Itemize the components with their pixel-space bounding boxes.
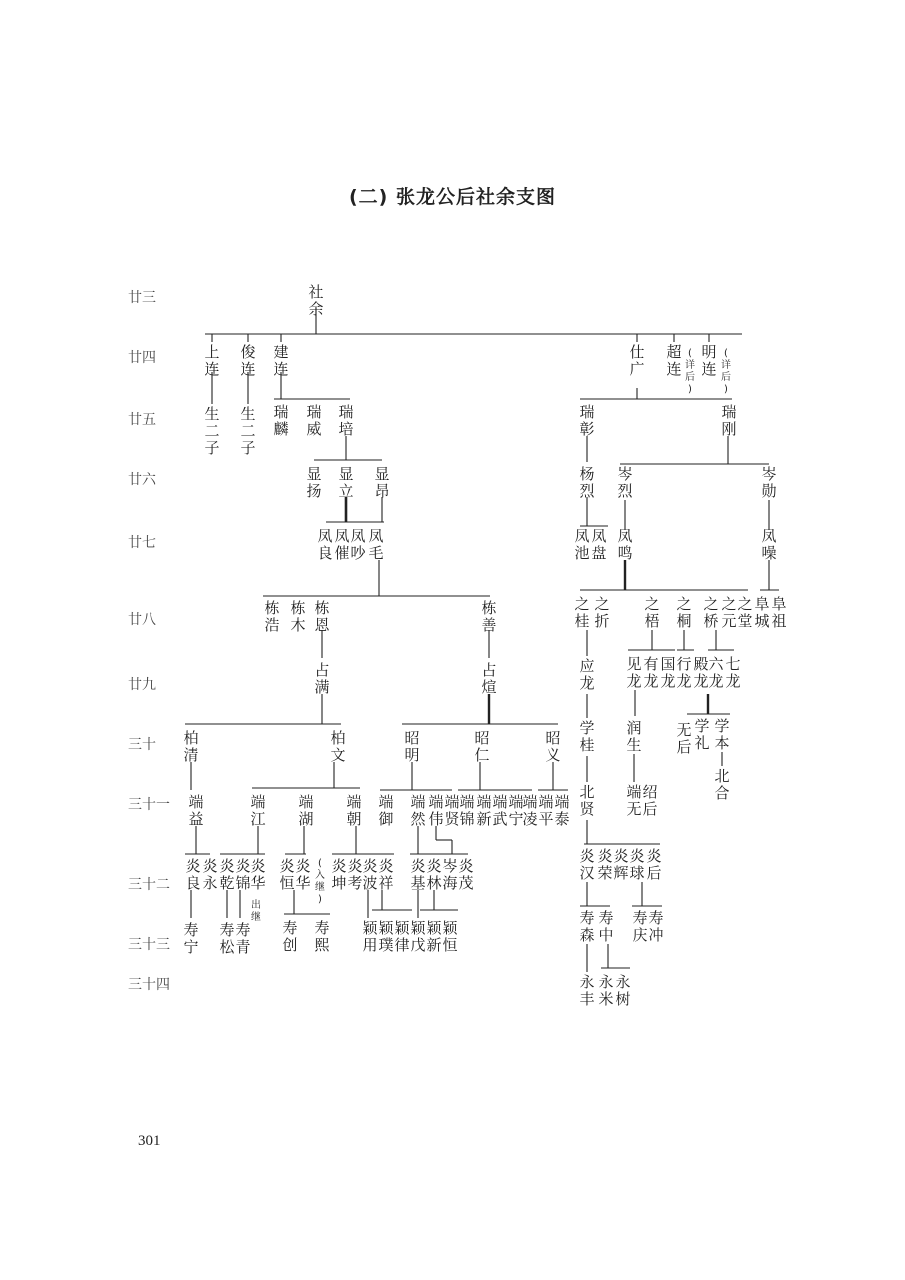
generation-label: 廿八 (128, 612, 156, 628)
generation-label: 廿七 (128, 535, 156, 551)
generation-label: 廿九 (128, 677, 156, 693)
person-g32-4: 炎华 (250, 857, 266, 892)
person-g29-2: 应龙 (579, 657, 595, 692)
person-g31-9: 端新 (476, 793, 492, 828)
person-g26-1: 显立 (338, 465, 354, 500)
person-g33-11: 寿森 (579, 909, 595, 944)
person-g27-3: 凤毛 (368, 527, 384, 562)
person-g32-13: 岑海 (442, 857, 458, 892)
note-g24_notes-0: (详后) (685, 348, 695, 395)
generation-label: 廿五 (128, 412, 156, 428)
person-g26-2: 显昂 (374, 465, 390, 500)
person-g26-0: 显扬 (306, 465, 322, 500)
person-g33-10: 颖恒 (442, 919, 458, 954)
person-g32-3: 炎锦 (235, 857, 251, 892)
person-g31-6: 端伟 (428, 793, 444, 828)
person-g32-15: 炎汉 (579, 847, 595, 882)
person-g33-1: 寿松 (219, 921, 235, 956)
person-g31-4: 端御 (378, 793, 394, 828)
person-g26-4: 岑烈 (617, 465, 633, 500)
note-g24_notes-1: (详后) (721, 348, 731, 395)
person-g33-0: 寿宁 (183, 921, 199, 956)
person-g27-2: 凤吵 (350, 527, 366, 562)
person-g30-8: 学本 (714, 717, 730, 752)
person-g32-0: 炎良 (185, 857, 201, 892)
person-g28-11: 阜城 (754, 595, 770, 630)
person-g31-14: 端泰 (554, 793, 570, 828)
person-g31-3: 端朝 (346, 793, 362, 828)
person-g29-0: 占满 (314, 661, 330, 696)
note-g32_notes-0: 出继 (251, 900, 261, 923)
person-g31-10: 端武 (492, 793, 508, 828)
person-g24-1: 俊连 (240, 343, 256, 378)
person-g26-5: 岑勋 (761, 465, 777, 500)
person-g32-2: 炎乾 (219, 857, 235, 892)
person-g31-18: 北合 (714, 767, 730, 802)
person-g30-5: 学桂 (579, 719, 595, 754)
person-g31-15: 北贤 (579, 783, 595, 818)
person-g31-2: 端湖 (298, 793, 314, 828)
person-g27-1: 凤催 (334, 527, 350, 562)
person-g29-3: 见龙 (626, 655, 642, 690)
generation-label: 廿四 (128, 350, 156, 366)
note-g24_notes-3: 生二子 (240, 405, 256, 457)
person-g30-2: 昭明 (404, 729, 420, 764)
person-g28-7: 之桐 (676, 595, 692, 630)
person-g32-11: 炎基 (410, 857, 426, 892)
person-g29-6: 行龙 (676, 655, 692, 690)
person-g31-11: 端宁 (508, 793, 524, 828)
person-g32-19: 炎后 (646, 847, 662, 882)
person-g32-16: 炎荣 (597, 847, 613, 882)
person-g32-18: 炎球 (629, 847, 645, 882)
person-g32-9: 炎波 (362, 857, 378, 892)
person-g29-8: 六龙 (708, 655, 724, 690)
person-g33-3: 寿创 (282, 919, 298, 954)
person-g29-5: 国龙 (660, 655, 676, 690)
person-g27-5: 凤盘 (591, 527, 607, 562)
person-g32-14: 炎茂 (458, 857, 474, 892)
person-g28-10: 之堂 (737, 595, 753, 630)
person-g29-4: 有龙 (643, 655, 659, 690)
person-g29-7: 殿龙 (693, 655, 709, 690)
person-g33-14: 寿冲 (648, 909, 664, 944)
person-g30-0: 柏清 (183, 729, 199, 764)
person-g31-8: 端锦 (459, 793, 475, 828)
note-g32_notes-1: (入继) (315, 858, 325, 905)
person-g28-0: 栋浩 (264, 599, 280, 634)
person-g34-1: 永米 (598, 973, 614, 1008)
person-g32-10: 炎祥 (378, 857, 394, 892)
generation-label: 三十四 (128, 977, 170, 993)
person-g30-4: 昭义 (545, 729, 561, 764)
person-g31-0: 端益 (188, 793, 204, 828)
person-g24-5: 明连 (701, 343, 717, 378)
person-g23-0: 社余 (308, 283, 324, 318)
person-g25-2: 瑞培 (338, 403, 354, 438)
person-g32-1: 炎永 (202, 857, 218, 892)
person-g28-1: 栋木 (290, 599, 306, 634)
person-g24-4: 超连 (666, 343, 682, 378)
person-g26-3: 杨烈 (579, 465, 595, 500)
person-g27-0: 凤良 (317, 527, 333, 562)
person-g29-9: 七龙 (725, 655, 741, 690)
person-g33-5: 颖用 (362, 919, 378, 954)
person-g30-6: 润生 (626, 719, 642, 754)
person-g32-7: 炎坤 (331, 857, 347, 892)
person-g33-6: 颖璞 (378, 919, 394, 954)
person-g32-17: 炎辉 (613, 847, 629, 882)
generation-label: 三十二 (128, 877, 170, 893)
person-g25-3: 瑞彰 (579, 403, 595, 438)
person-g28-2: 栋恩 (314, 599, 330, 634)
note-g24_notes-2: 生二子 (204, 405, 220, 457)
person-g27-7: 凤噪 (761, 527, 777, 562)
person-g31-13: 端平 (538, 793, 554, 828)
person-g30-3: 昭仁 (474, 729, 490, 764)
person-g25-4: 瑞刚 (721, 403, 737, 438)
person-g25-1: 瑞威 (306, 403, 322, 438)
person-g28-12: 阜祖 (771, 595, 787, 630)
person-g31-5: 端然 (410, 793, 426, 828)
person-g28-4: 之桂 (574, 595, 590, 630)
person-g27-4: 凤池 (574, 527, 590, 562)
page-number: 301 (138, 1133, 161, 1149)
person-g24-0: 上连 (204, 343, 220, 378)
person-g31-12: 端凌 (522, 793, 538, 828)
person-g33-12: 寿中 (598, 909, 614, 944)
person-g25-0: 瑞麟 (273, 403, 289, 438)
person-g28-9: 之元 (721, 595, 737, 630)
person-g33-8: 颖戊 (410, 919, 426, 954)
person-g31-17: 绍后 (642, 783, 658, 818)
person-g31-7: 端贤 (444, 793, 460, 828)
person-g31-16: 端无 (626, 783, 642, 818)
person-g33-9: 颖新 (426, 919, 442, 954)
person-g24-2: 建连 (273, 343, 289, 378)
generation-label: 廿六 (128, 472, 156, 488)
person-g33-7: 颖律 (394, 919, 410, 954)
generation-label: 廿三 (128, 290, 156, 306)
person-g24-3: 仕广 (629, 343, 645, 378)
person-g33-13: 寿庆 (632, 909, 648, 944)
person-g27-6: 凤鸣 (617, 527, 633, 562)
generation-label: 三十 (128, 737, 156, 753)
person-g32-12: 炎林 (426, 857, 442, 892)
person-g29-10: 无后 (676, 721, 692, 756)
person-g32-5: 炎恒 (279, 857, 295, 892)
person-g29-1: 占煊 (481, 661, 497, 696)
person-g28-6: 之梧 (644, 595, 660, 630)
person-g28-3: 栋善 (481, 599, 497, 634)
person-g32-6: 炎华 (295, 857, 311, 892)
person-g30-1: 柏文 (330, 729, 346, 764)
person-g28-5: 之折 (594, 595, 610, 630)
person-g28-8: 之桥 (703, 595, 719, 630)
generation-label: 三十三 (128, 937, 170, 953)
person-g30-7: 学礼 (694, 717, 710, 752)
person-g33-4: 寿熙 (314, 919, 330, 954)
page-title: (二) 张龙公后社余支图 (349, 186, 556, 208)
person-g32-8: 炎考 (347, 857, 363, 892)
person-g33-2: 寿青 (235, 921, 251, 956)
generation-label: 三十一 (128, 797, 170, 813)
person-g34-2: 永树 (615, 973, 631, 1008)
person-g31-1: 端江 (250, 793, 266, 828)
person-g34-0: 永丰 (579, 973, 595, 1008)
